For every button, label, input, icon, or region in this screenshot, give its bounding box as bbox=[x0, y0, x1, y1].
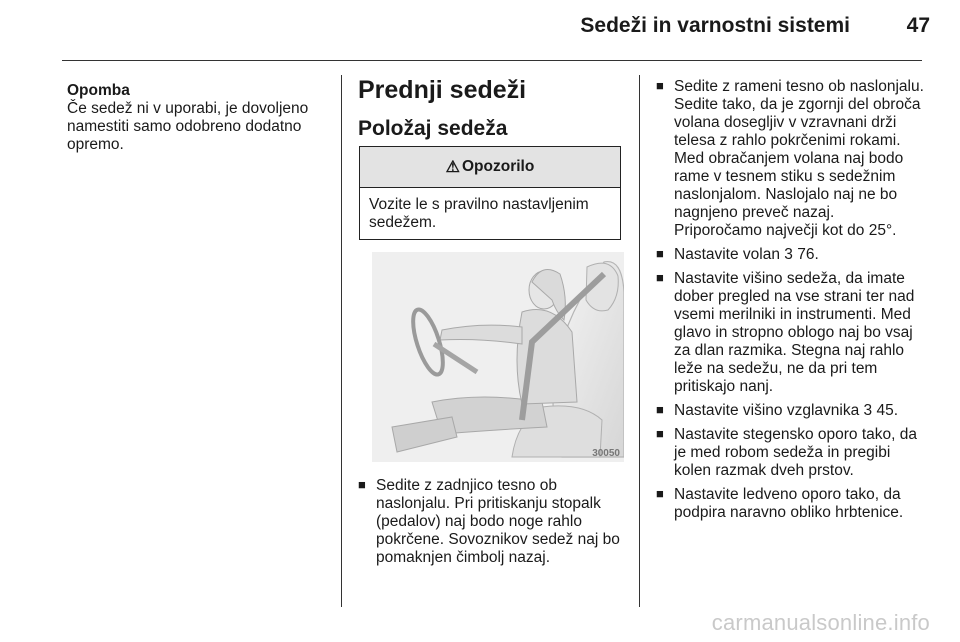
list-item-text: Nastavite višino vzglavnika 3 45. bbox=[674, 402, 899, 419]
header-rule bbox=[62, 60, 922, 61]
illustration-code: 30050 bbox=[592, 448, 620, 459]
warning-title: Opozorilo bbox=[462, 158, 535, 175]
list-item bbox=[656, 270, 926, 396]
header-title: Sedeži in varnostni sistemi bbox=[580, 14, 850, 37]
list-item bbox=[656, 78, 926, 240]
bullet-square-icon: ■ bbox=[656, 486, 664, 501]
list-item-text: Nastavite višino sedeža, da imate dober pregled na vse strani ter nad vsemi merilniki in instrumenti. Med glavo in stropno oblogo naj bo vsaj za dlan razmika. Stegna naj rahlo leže na sedežu, ne da pri tem pritiskajo nanj. bbox=[674, 270, 915, 395]
bullet-square-icon: ■ bbox=[656, 270, 664, 285]
bullet-square-icon: ■ bbox=[656, 402, 664, 417]
list-item-text: Sedite z zadnjico tesno ob naslonjalu. Pri pritiskanju stopalk (pedalov) naj bodo noge rahlo pokrčene. Sovoznikov sedež naj bo pomaknjen čimbolj nazaj. bbox=[376, 477, 620, 566]
seat-instructions-list-right bbox=[656, 78, 926, 528]
note-block bbox=[67, 82, 327, 154]
list-item bbox=[358, 477, 623, 567]
column-divider-left bbox=[341, 75, 342, 607]
column-divider-right bbox=[639, 75, 640, 607]
section-subtitle: Položaj sedeža bbox=[358, 117, 508, 140]
list-item-text: Nastavite ledveno oporo tako, da podpira naravno obliko hrbtenice. bbox=[674, 486, 904, 521]
note-title: Opomba bbox=[67, 82, 130, 99]
list-item bbox=[656, 402, 926, 420]
list-item-text: Nastavite volan 3 76. bbox=[674, 246, 819, 263]
page-number: 47 bbox=[906, 14, 930, 37]
list-item bbox=[656, 246, 926, 264]
list-item bbox=[656, 426, 926, 480]
seat-instructions-list-left bbox=[358, 477, 623, 573]
watermark-link[interactable]: carmanualsonline.info bbox=[711, 610, 930, 635]
warning-header bbox=[360, 147, 620, 188]
list-item bbox=[656, 486, 926, 522]
warning-box bbox=[359, 146, 621, 240]
bullet-square-icon: ■ bbox=[656, 426, 664, 441]
bullet-square-icon: ■ bbox=[656, 246, 664, 261]
warning-text: Vozite le s pravilno nastavljenim sedežem. bbox=[369, 196, 589, 231]
bullet-square-icon: ■ bbox=[656, 78, 664, 93]
list-item-text: Sedite z rameni tesno ob naslonjalu. Sedite tako, da je zgornji del obroča volana dosegljiv v vzravnani drži telesa z rahlo pokrčenimi rokami. Med obračanjem volana naj bodo rame v tesnem stiku s sedežnim naslonjalom. Naslojalo naj ne bo nagnjeno preveč nazaj. Priporočamo največji kot do 25°. bbox=[674, 78, 924, 239]
warning-icon: ⚠ bbox=[445, 159, 460, 176]
seat-position-illustration bbox=[372, 252, 624, 462]
list-item-text: Nastavite stegensko oporo tako, da je med robom sedeža in pregibi kolen razmak dveh prstov. bbox=[674, 426, 917, 479]
bullet-square-icon: ■ bbox=[358, 477, 366, 492]
note-text: Če sedež ni v uporabi, je dovoljeno namestiti samo odobreno dodatno opremo. bbox=[67, 100, 309, 153]
section-title: Prednji sedeži bbox=[358, 76, 527, 104]
